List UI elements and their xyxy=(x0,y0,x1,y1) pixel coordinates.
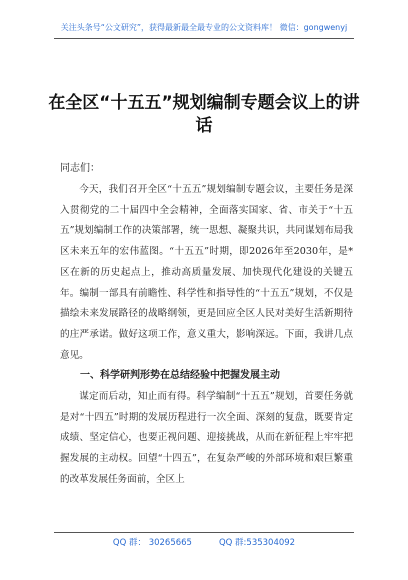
document-body xyxy=(60,180,353,491)
paragraph-section-1: 谋定而后动，知止而有得。科学编制“十五五”规划，首要任务就是对“十四五”时期的发展历程进行一次全面、深刻的复盘，既要肯定成绩、坚定信心，也要正视问题、迎接挑战，从而在新征程上牢牢把握发展的主动权。回望“十四五”，在复杂严峻的外部环境和艰巨繁重的改革发展任务面前，全区上 xyxy=(60,391,353,485)
paragraph-intro: 今天，我们召开全区“十五五”规划编制专题会议，主要任务是深入贯彻党的二十届四中全会精神，全面落实国家、省、市关于“十五五”规划编制工作的决策部署，统一思想、凝聚共识，共同谋划布局我区未来五年的宏伟蓝图。“十五五”时期，即2026年至2030年，是*区在新的历史起点上，推动高质量发展、加快现代化建设的关键五年。编制一部具有前瞻性、科学性和指导性的“十五五”规划，不仅是描绘未来发展路径的战略纲领，更是回应全区人民对美好生活新期待的庄严承诺。做好这项工作，意义重大，影响深远。下面，我讲几点意见。 xyxy=(60,184,353,361)
footer-qq-groups: QQ 群： 30265665 QQ 群:535304092 xyxy=(112,538,296,548)
section-heading-1: 一、科学研判形势在总结经验中把握发展主动 xyxy=(80,370,280,382)
document-title: 在全区“十五五”规划编制专题会议上的讲话 xyxy=(48,93,360,136)
header-promo-text: 关注头条号“公文研究”，获得最新最全最专业的公文资料库！ 微信：gongwenyj xyxy=(60,23,348,32)
salutation: 同志们： xyxy=(60,163,100,174)
header-divider xyxy=(54,38,354,39)
footer-divider xyxy=(54,532,354,533)
